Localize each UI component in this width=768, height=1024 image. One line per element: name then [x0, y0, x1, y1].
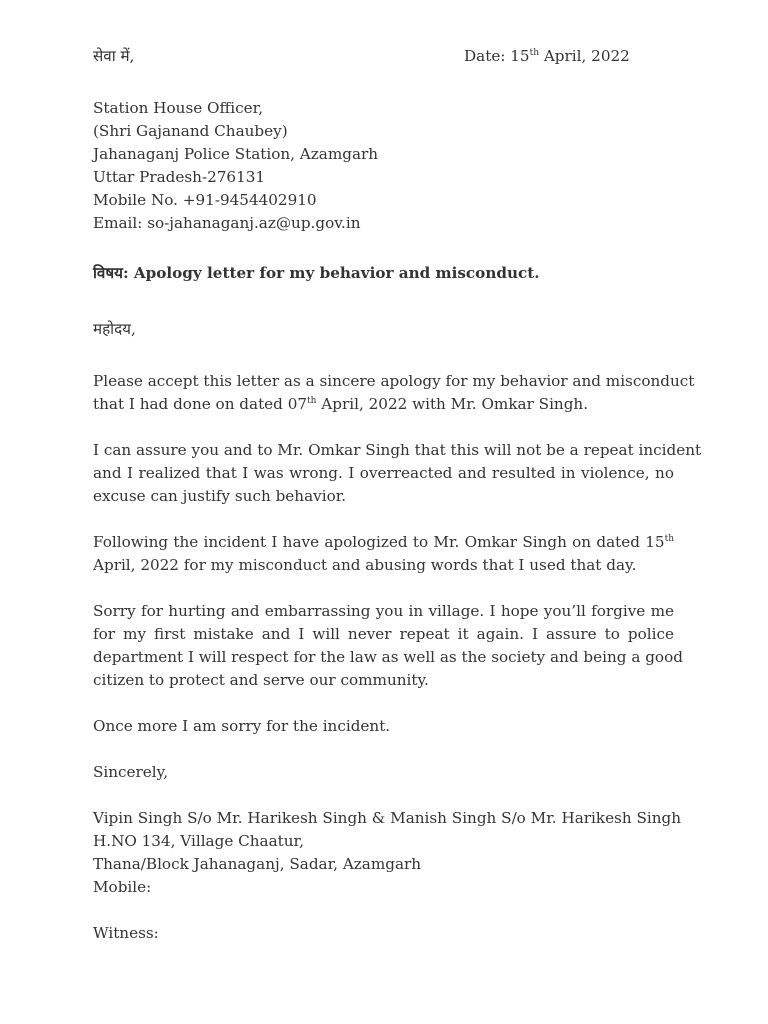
- subject-text: Apology letter for my behavior and misconduct.: [128, 264, 540, 282]
- paragraph-3-line-1: Following the incident I have apologized to Mr. Omkar Singh on dated 15th: [93, 533, 674, 551]
- recipient-state: Uttar Pradesh-276131: [93, 168, 266, 186]
- paragraph-1-line-1: Please accept this letter as a sincere apology for my behavior and misconduct: [93, 372, 695, 390]
- recipient-title: Station House Officer,: [93, 99, 264, 117]
- closing: Sincerely,: [93, 763, 169, 781]
- sender-names: Vipin Singh S/o Mr. Harikesh Singh & Manish Singh S/o Mr. Harikesh Singh: [93, 809, 682, 827]
- subject-line: [93, 262, 540, 285]
- recipient-station: Jahanaganj Police Station, Azamgarh: [93, 145, 379, 163]
- recipient-email: Email: so-jahanaganj.az@up.gov.in: [93, 214, 361, 232]
- paragraph-5: Once more I am sorry for the incident.: [93, 717, 391, 735]
- paragraph-2-line-2: and I realized that I was wrong. I overreacted and resulted in violence, no: [93, 464, 674, 482]
- sender-house: H.NO 134, Village Chaatur,: [93, 832, 304, 850]
- paragraph-4-line-1: Sorry for hurting and embarrassing you in village. I hope you’ll forgive me: [93, 602, 674, 620]
- paragraph-4-line-2: for my first mistake and I will never repeat it again. I assure to police: [93, 625, 674, 643]
- recipient-name: (Shri Gajanand Chaubey): [93, 122, 288, 140]
- paragraph-2-line-1: I can assure you and to Mr. Omkar Singh that this will not be a repeat incident: [93, 441, 702, 459]
- salutation-to: सेवा में,: [93, 47, 135, 65]
- paragraph-4-line-3: department I will respect for the law as well as the society and being a good: [93, 648, 683, 666]
- subject-label: विषय:: [93, 264, 129, 282]
- greeting: महोदय,: [93, 320, 136, 338]
- sender-mobile: Mobile:: [93, 878, 152, 896]
- letter-date: Date: 15th April, 2022: [464, 47, 630, 65]
- paragraph-2-line-3: excuse can justify such behavior.: [93, 487, 347, 505]
- recipient-mobile: Mobile No. +91-9454402910: [93, 191, 317, 209]
- paragraph-3-line-2: April, 2022 for my misconduct and abusing words that I used that day.: [93, 556, 637, 574]
- witness-label: Witness:: [93, 924, 159, 942]
- paragraph-4-line-4: citizen to protect and serve our community.: [93, 671, 429, 689]
- paragraph-1-line-2: that I had done on dated 07th April, 2022 with Mr. Omkar Singh.: [93, 395, 589, 413]
- sender-block: Thana/Block Jahanaganj, Sadar, Azamgarh: [93, 855, 422, 873]
